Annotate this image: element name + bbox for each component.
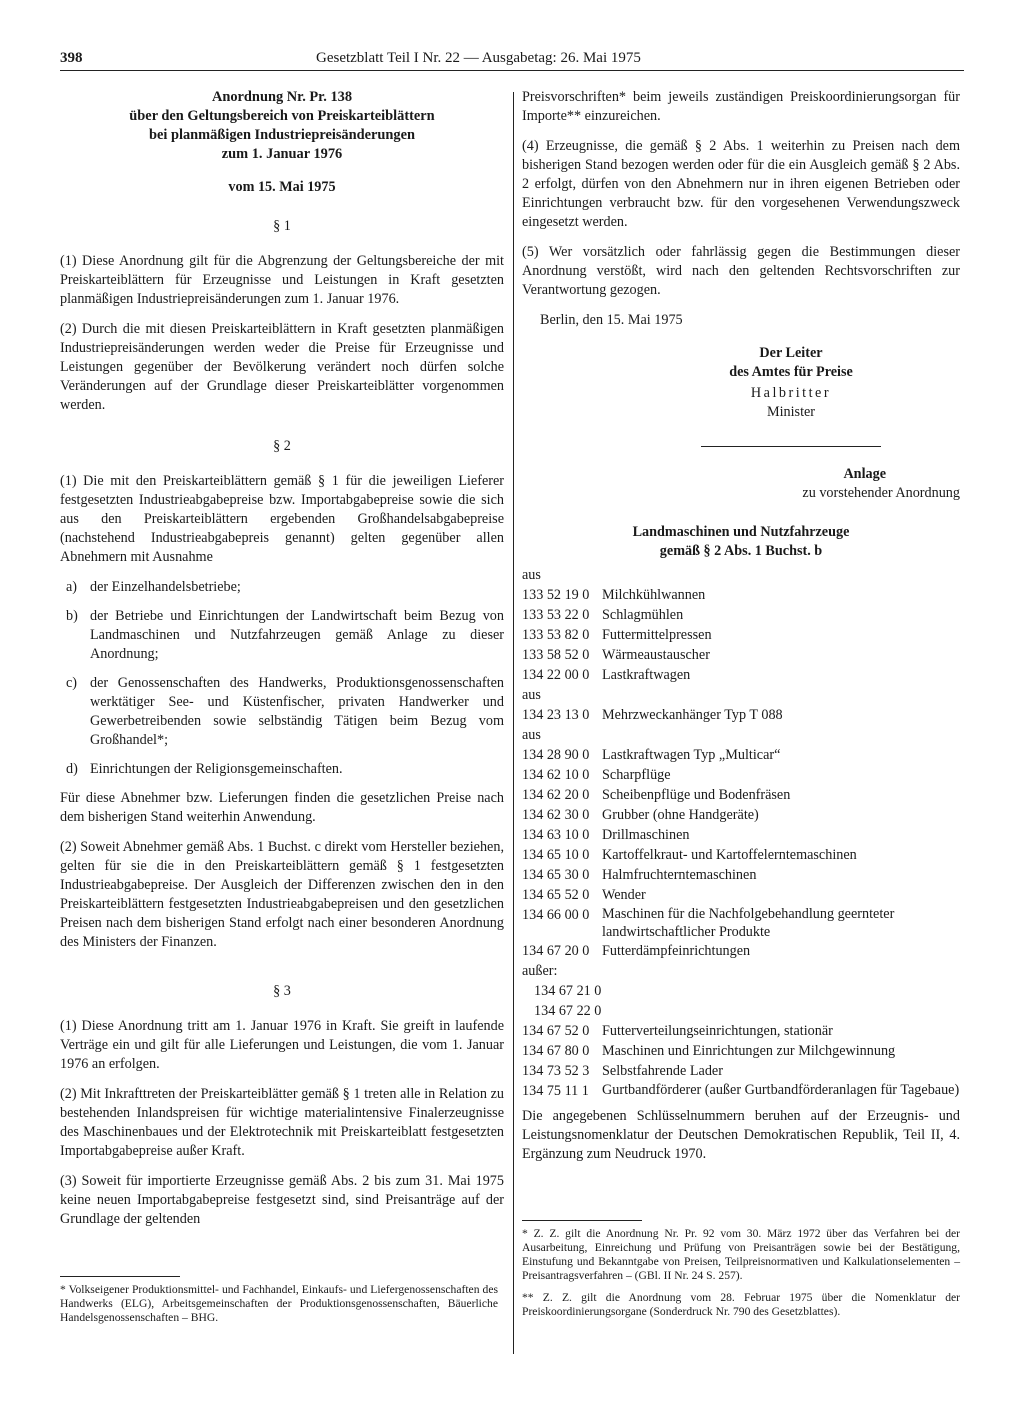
code-row	[522, 585, 960, 605]
code-description	[614, 1001, 960, 1021]
code-description: Scheibenpflüge und Bodenfräsen	[602, 787, 791, 803]
keyword-ausser: außer:	[522, 963, 558, 979]
code-row	[522, 665, 960, 685]
footnote-rule	[522, 1220, 642, 1221]
code: 133 53 22 0	[522, 607, 590, 623]
code-description: Wender	[602, 887, 646, 903]
code: 134 63 10 0	[522, 827, 590, 843]
s3-paragraph-4: (4) Erzeugnisse, die gemäß § 2 Abs. 1 weiterhin zu Preisen nach dem bisherigen Stand bezogen werden oder für die ein Ausgleich gemäß § 2 Abs. 2 erfolgt, dürfen von den Abnehmern nur in ihren eigenen Betrieben oder Einrichtungen verbraucht bzw. für den vorgesehenen Verwendungszweck eingesetzt werden.	[522, 138, 960, 230]
title-line: bei planmäßigen Industriepreisänderungen	[148, 127, 416, 143]
code-row	[522, 885, 960, 905]
code: 134 23 13 0	[522, 707, 590, 723]
code-row	[522, 1001, 960, 1021]
code: 134 65 10 0	[522, 847, 590, 863]
code-row	[522, 1041, 960, 1061]
list-item	[60, 607, 504, 664]
annex-title: Anlage	[843, 466, 886, 482]
footnote-rule	[60, 1276, 180, 1277]
list-item-text: der Genossenschaften des Handwerks, Produktionsgenossenschaften werktätiger See- und Küstenfischer, privaten Handwerker und Gewerbetreibenden sowie selbständig Tätigen beim Bezug vom Großhandel*;	[90, 675, 504, 748]
code-row	[522, 825, 960, 845]
section-heading-2: § 2	[273, 438, 291, 454]
code-row	[522, 605, 960, 625]
signatory-role: Minister	[766, 404, 816, 420]
page-number: 398	[60, 50, 83, 66]
code-description: Futtermittelpressen	[602, 627, 712, 643]
title-line: Anordnung Nr. Pr. 138	[211, 89, 353, 105]
annex-subtitle: zu vorstehender Anordnung	[802, 485, 960, 501]
code: 134 65 30 0	[522, 867, 590, 883]
signature-office-line: Der Leiter	[759, 345, 823, 361]
signature-block	[522, 344, 960, 447]
code-row	[522, 905, 960, 941]
list-item-label: c)	[66, 675, 78, 691]
code-group-4	[522, 981, 960, 1021]
header-title: Gesetzblatt Teil I Nr. 22 — Ausgabetag: 26. Mai 1975	[316, 50, 641, 66]
code-row	[522, 625, 960, 645]
list-item-text: Einrichtungen der Religionsgemeinschaften.	[90, 761, 343, 777]
keyword-aus: aus	[522, 687, 541, 703]
code-description: Futterdämpfeinrichtungen	[602, 943, 751, 959]
code-description: Maschinen für die Nachfolgebehandlung geernteter landwirtschaftlicher Produkte	[602, 906, 895, 940]
right-column	[522, 88, 960, 1175]
code-row	[522, 805, 960, 825]
decree-date: vom 15. Mai 1975	[228, 179, 336, 195]
right-footnotes	[522, 1212, 960, 1327]
code: 134 66 00 0	[522, 907, 590, 923]
place-date: Berlin, den 15. Mai 1975	[540, 312, 683, 328]
signature-office-line: des Amtes für Preise	[729, 364, 853, 380]
footnote: * Volkseigener Produktionsmittel- und Fachhandel, Einkaufs- und Liefergenossenschaften des Handwerks (ELG), Arbeitsgemeinschaften der Produktionsgenossenschaften, Bäuerliche Handelsgenossenschaften – BHG.	[60, 1283, 498, 1324]
code-description: Gurtbandförderer (außer Gurtbandförderanlagen für Tagebaue)	[602, 1082, 960, 1098]
s3-paragraph-5: (5) Wer vorsätzlich oder fahrlässig gegen die Bestimmungen dieser Anordnung verstößt, wird nach den geltenden Rechtsvorschriften zur Verantwortung gezogen.	[522, 244, 960, 298]
list-item-label: b)	[66, 608, 78, 624]
code-description: Selbstfahrende Lader	[602, 1063, 723, 1079]
list-item	[60, 674, 504, 750]
code: 134 75 11 1	[522, 1083, 589, 1099]
left-footnotes	[60, 1268, 498, 1333]
code: 133 58 52 0	[522, 647, 590, 663]
code: 134 67 22 0	[534, 1003, 602, 1019]
code: 134 28 90 0	[522, 747, 590, 763]
annex-closing-note: Die angegebenen Schlüsselnummern beruhen auf der Erzeugnis- und Leistungsnomenklatur der Deutschen Demokratischen Republik, Teil II, 4. Ergänzung zum Neudruck 1970.	[522, 1108, 960, 1162]
code: 134 67 52 0	[522, 1023, 590, 1039]
s3-paragraph-2: (2) Mit Inkrafttreten der Preiskarteiblätter gemäß § 1 treten alle in Relation zu bestehenden Inlandspreisen für wichtige materialintensive Finalerzeugnisse des Maschinenbaues und der Elektrotechnik mit Preiskarteiblatt festgesetzten Importabgabepreise außer Kraft.	[60, 1086, 504, 1159]
code: 133 53 82 0	[522, 627, 590, 643]
annex-list-title-line: gemäß § 2 Abs. 1 Buchst. b	[659, 543, 823, 559]
code: 134 62 20 0	[522, 787, 590, 803]
code-row	[522, 941, 960, 961]
decree-title	[60, 88, 504, 164]
annex-list-title-line: Landmaschinen und Nutzfahrzeuge	[632, 524, 850, 540]
section-heading-1: § 1	[273, 218, 291, 234]
code-description: Wärmeaustauscher	[602, 647, 710, 663]
column-divider	[513, 92, 514, 1354]
running-header	[60, 46, 964, 71]
code-description: Futterverteilungseinrichtungen, stationär	[602, 1023, 833, 1039]
list-item-label: a)	[66, 579, 78, 595]
code-group-2	[522, 705, 960, 725]
s1-paragraph-2: (2) Durch die mit diesen Preiskarteiblättern in Kraft gesetzten planmäßigen Industriepreisänderungen werden weder die Preise für Erzeugnisse und Leistungen gegenüber der Bevölkerung verändert noch dürfen solche Veränderungen auf der Grundlage dieser Preiskarteiblätter vorgenommen werden.	[60, 321, 504, 413]
s1-paragraph-1: (1) Diese Anordnung gilt für die Abgrenzung der Geltungsbereiche der mit Preiskarteiblättern für Erzeugnisse und Leistungen in Kraft gesetzten planmäßigen Industriepreisänderungen zum 1. Januar 1976.	[60, 253, 504, 307]
list-item-text: der Betriebe und Einrichtungen der Landwirtschaft beim Bezug von Landmaschinen und Nutzfahrzeugen gemäß Anlage zu dieser Anordnung;	[90, 608, 504, 662]
code-description: Halmfruchterntemaschinen	[602, 867, 757, 883]
code-description: Mehrzweckanhänger Typ T 088	[602, 707, 783, 723]
list-item	[60, 578, 504, 597]
code: 134 62 30 0	[522, 807, 590, 823]
annex-list-title	[522, 523, 960, 561]
keyword-aus: aus	[522, 567, 541, 583]
code-group-3	[522, 745, 960, 961]
code-row	[522, 645, 960, 665]
code-row	[522, 865, 960, 885]
signatory-name: Halbritter	[750, 385, 832, 401]
s3-paragraph-1: (1) Diese Anordnung tritt am 1. Januar 1976 in Kraft. Sie greift in laufende Verträge ein und gilt für alle Lieferungen und Leistungen, die vom 1. Januar 1976 an erfolgen.	[60, 1018, 504, 1072]
left-column	[60, 88, 504, 1240]
code-description: Scharpflüge	[602, 767, 671, 783]
s2-paragraph-1: (1) Die mit den Preiskarteiblättern gemäß § 1 für die jeweiligen Lieferer festgesetzten Industrieabgabepreise bzw. Importabgabepreise sowie die sich aus den Preiskarteiblättern ergebenden Großhandelsabgabepreise (nachstehend Industrieabgabepreis genannt) gelten gegenüber allen Abnehmern mit Ausnahme	[60, 473, 504, 565]
code: 134 62 10 0	[522, 767, 590, 783]
s2-paragraph-2: (2) Soweit Abnehmer gemäß Abs. 1 Buchst. c direkt vom Hersteller beziehen, gelten für sie die in den Preiskarteiblättern gemäß § 1 festgesetzten Industrieabgabepreise. Der Ausgleich der Differenzen zwischen den in den Preiskarteiblättern festgesetzten Industrieabgabepreisen und den gesetzlichen Preisen nach dem bisherigen Stand erfolgt nach einer besonderen Anordnung des Ministers der Finanzen.	[60, 839, 504, 950]
code-row	[522, 705, 960, 725]
separator-rule	[701, 446, 881, 447]
list-item	[60, 760, 504, 779]
code-row	[522, 1021, 960, 1041]
code: 133 52 19 0	[522, 587, 590, 603]
code-group-5	[522, 1021, 960, 1101]
list-item-text: der Einzelhandelsbetriebe;	[90, 579, 241, 595]
code-row	[522, 1061, 960, 1081]
code-description: Grubber (ohne Handgeräte)	[602, 807, 759, 823]
annex-heading	[522, 465, 960, 503]
code-group-1	[522, 585, 960, 685]
code-description	[614, 981, 960, 1001]
code-row	[522, 845, 960, 865]
code-description: Drillmaschinen	[602, 827, 690, 843]
code-description: Milchkühlwannen	[602, 587, 706, 603]
code: 134 67 20 0	[522, 943, 590, 959]
code: 134 22 00 0	[522, 667, 590, 683]
footnote: * Z. Z. gilt die Anordnung Nr. Pr. 92 vom 30. März 1972 über das Verfahren bei der Ausarbeitung, Einreichung und Prüfung von Preisanträgen sowie bei der Bestätigung, Einstufung und Bekanntgabe von Preisen, Teilpreisnormativen und Kalkulationselementen – Preisantragsverfahren – (GBl. II Nr. 24 S. 257).	[522, 1227, 960, 1282]
code: 134 67 80 0	[522, 1043, 590, 1059]
s2-paragraph-after-list: Für diese Abnehmer bzw. Lieferungen finden die gesetzlichen Preise nach dem bisherigen Stand weiterhin Anwendung.	[60, 790, 504, 825]
code-description: Lastkraftwagen	[602, 667, 691, 683]
code-description: Maschinen und Einrichtungen zur Milchgewinnung	[602, 1043, 896, 1059]
code-description: Lastkraftwagen Typ „Multicar“	[602, 747, 781, 763]
title-line: über den Geltungsbereich von Preiskarteiblättern	[129, 108, 435, 124]
section-heading-3: § 3	[273, 983, 291, 999]
code-description: Kartoffelkraut- und Kartoffelerntemaschinen	[602, 847, 857, 863]
list-item-label: d)	[66, 761, 78, 777]
footnote: ** Z. Z. gilt die Anordnung vom 28. Februar 1975 über die Nomenklatur der Preiskoordinierungsorgane (Sonderdruck Nr. 790 des Gesetzblattes).	[522, 1291, 960, 1318]
code-row	[522, 1081, 960, 1101]
code: 134 73 52 3	[522, 1063, 590, 1079]
code-description: Schlagmühlen	[602, 607, 684, 623]
code-row	[522, 745, 960, 765]
code-row	[522, 765, 960, 785]
code-row	[522, 981, 960, 1001]
code: 134 67 21 0	[534, 983, 602, 999]
code-row	[522, 785, 960, 805]
code: 134 65 52 0	[522, 887, 590, 903]
title-line: zum 1. Januar 1976	[221, 146, 343, 162]
s3-paragraph-3: (3) Soweit für importierte Erzeugnisse gemäß Abs. 2 bis zum 31. Mai 1975 keine neuen Importabgabepreise festgesetzt sind, sind Preisanträge auf der Grundlage der geltenden	[60, 1173, 504, 1227]
keyword-aus: aus	[522, 727, 541, 743]
s3-paragraph-3-continued: Preisvorschriften* beim jeweils zuständigen Preiskoordinierungsorgan für Importe** einzureichen.	[522, 89, 960, 124]
